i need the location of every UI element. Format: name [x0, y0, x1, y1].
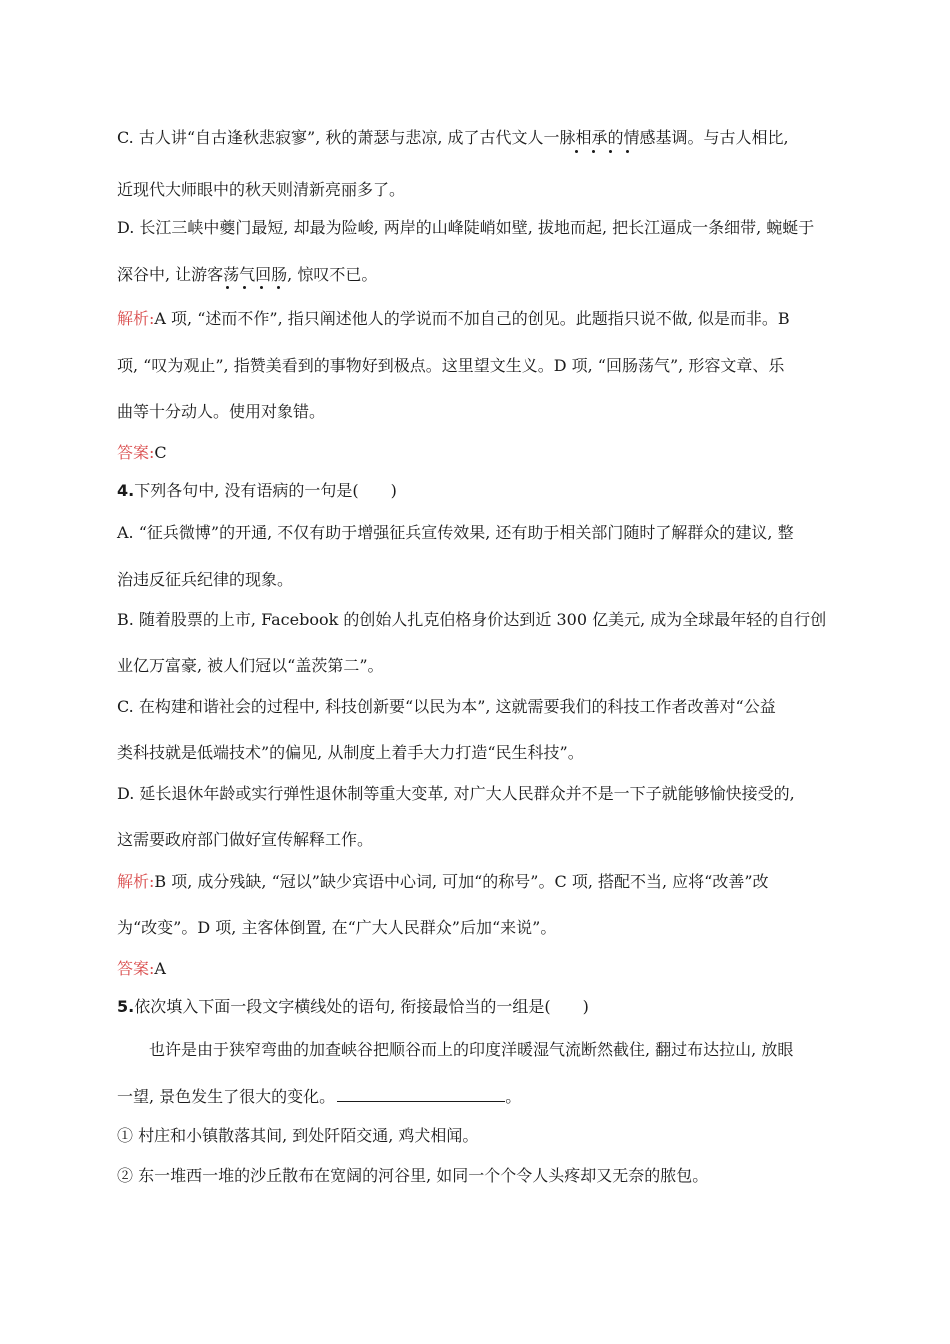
passage-end: 。	[505, 1087, 522, 1106]
analysis-text: A 项, “述而不作”, 指只阐述他人的学说而不加自己的创见。此题指只说不做, 似是而非。B	[154, 309, 790, 328]
passage-text: 一望, 景色发生了很大的变化。	[117, 1087, 336, 1106]
answer-label: 答案:	[117, 959, 155, 978]
q4-option-b-line1: B. 随着股票的上市, Facebook 的创始人扎克伯格身价达到近 300 亿美元, 成为全球最年轻的自行创	[117, 610, 827, 629]
q5-option-1: ① 村庄和小镇散落其间, 到处阡陌交通, 鸡犬相闻。	[117, 1126, 479, 1145]
question-stem: 下列各句中, 没有语病的一句是( )	[134, 481, 397, 500]
emphasis-dot	[260, 286, 263, 289]
q4-option-d-line1: D. 延长退休年龄或实行弹性退休制等重大变革, 对广大人民群众并不是一下子就能够愉快接受的,	[117, 784, 795, 803]
emphasis-dot	[609, 150, 612, 153]
q4-option-c-line2: 类科技就是低端技术”的偏见, 从制度上着手大力打造“民生科技”。	[117, 743, 584, 762]
answer-value: C	[154, 443, 167, 462]
q3-analysis-line1	[117, 309, 790, 329]
q5-passage-line2	[117, 1087, 521, 1107]
analysis-label: 解析:	[117, 309, 155, 328]
answer-label: 答案:	[117, 443, 155, 462]
q5-stem	[117, 997, 589, 1017]
question-number: 5.	[117, 997, 135, 1016]
q4-stem	[117, 481, 397, 501]
q3-analysis-line3: 曲等十分动人。使用对象错。	[117, 402, 326, 421]
emphasis-dot	[243, 286, 246, 289]
q5-option-2: ② 东一堆西一堆的沙丘散布在宽阔的河谷里, 如同一个个令人头疼却又无奈的脓包。	[117, 1166, 709, 1185]
emphasis-dot	[626, 150, 629, 153]
question-stem: 依次填入下面一段文字横线处的语句, 衔接最恰当的一组是( )	[134, 997, 589, 1016]
fill-in-blank	[337, 1087, 505, 1102]
q4-analysis-line2: 为“改变”。D 项, 主客体倒置, 在“广大人民群众”后加“来说”。	[117, 918, 557, 937]
q4-answer	[117, 959, 166, 979]
q3-option-d-line1: D. 长江三峡中夔门最短, 却最为险峻, 两岸的山峰陡峭如壁, 拔地而起, 把长江逼成一条细带, 蜿蜒于	[117, 218, 815, 237]
q4-option-b-line2: 业亿万富豪, 被人们冠以“盖茨第二”。	[117, 656, 384, 675]
emphasis-dot	[575, 150, 578, 153]
analysis-text: B 项, 成分残缺, “冠以”缺少宾语中心词, 可加“的称号”。C 项, 搭配不当, 应将“改善”改	[154, 872, 769, 891]
answer-value: A	[154, 959, 166, 978]
q4-option-d-line2: 这需要政府部门做好宣传解释工作。	[117, 830, 374, 849]
emphasis-dot	[277, 286, 280, 289]
q3-answer	[117, 443, 167, 463]
question-number: 4.	[117, 481, 135, 500]
analysis-label: 解析:	[117, 872, 155, 891]
q4-analysis-line1	[117, 872, 769, 892]
emphasis-dot	[226, 286, 229, 289]
q3-analysis-line2: 项, “叹为观止”, 指赞美看到的事物好到极点。这里望文生义。D 项, “回肠荡气”, 形容文章、乐	[117, 356, 785, 375]
emphasis-dot	[592, 150, 595, 153]
q5-passage-line1: 也许是由于狭窄弯曲的加查峡谷把顺谷而上的印度洋暖湿气流断然截住, 翻过布达拉山, 放眼	[149, 1040, 794, 1059]
q3-option-c-line1: C. 古人讲“自古逢秋悲寂寥”, 秋的萧瑟与悲凉, 成了古代文人一脉相承的情感基调。与古人相比,	[117, 128, 789, 147]
q4-option-a-line1: A. “征兵微博”的开通, 不仅有助于增强征兵宣传效果, 还有助于相关部门随时了解群众的建议, 整	[117, 523, 794, 542]
q3-option-c-line2: 近现代大师眼中的秋天则清新亮丽多了。	[117, 180, 406, 199]
q3-option-d-line2: 深谷中, 让游客荡气回肠, 惊叹不已。	[117, 265, 378, 284]
q4-option-a-line2: 治违反征兵纪律的现象。	[117, 570, 294, 589]
q4-option-c-line1: C. 在构建和谐社会的过程中, 科技创新要“以民为本”, 这就需要我们的科技工作者改善对“公益	[117, 697, 776, 716]
